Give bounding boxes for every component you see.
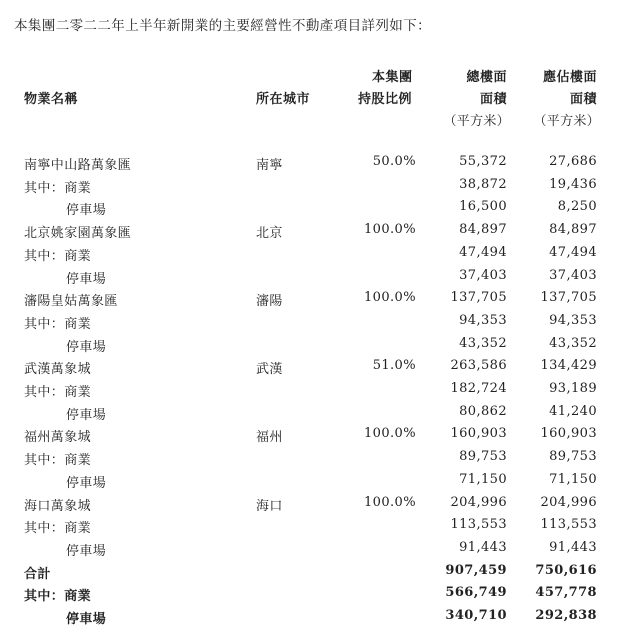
table-row: [0, 268, 628, 290]
total-gfa: 566,749: [445, 585, 507, 601]
total-gfa: 340,710: [445, 608, 507, 623]
total-gfa: 113,553: [450, 517, 507, 533]
total-gfa: 47,494: [459, 244, 507, 260]
attributable-gfa: 93,189: [549, 381, 597, 396]
intro-text: 本集團二零二二年上半年新開業的主要經營性不動產項目詳列如下：: [14, 18, 431, 34]
total-label: 停車場: [66, 612, 107, 627]
table-row: [0, 517, 628, 539]
table-row: [0, 381, 628, 403]
total-gfa: 137,705: [450, 290, 507, 306]
col-header-city: 所在城市: [256, 92, 311, 107]
total-gfa: 91,443: [459, 539, 507, 555]
attributable-gfa: 94,353: [549, 312, 597, 328]
property-name: 其中：商業: [24, 521, 92, 537]
property-name: 其中：商業: [24, 248, 92, 264]
col-header-att-unit: （平方米）: [533, 114, 600, 129]
attributable-gfa: 8,250: [557, 199, 597, 215]
col-header-att-line2: 面積: [569, 92, 597, 107]
table-row: [0, 199, 628, 221]
attributable-gfa: 457,778: [535, 585, 597, 601]
table-row: [0, 336, 628, 358]
table-row: [0, 290, 628, 312]
total-gfa: 204,996: [450, 494, 507, 510]
property-name: 其中：商業: [24, 316, 92, 332]
attributable-gfa: 37,403: [549, 267, 597, 283]
attributable-gfa: 113,553: [540, 517, 597, 533]
attributable-gfa: 19,436: [549, 176, 597, 192]
property-name: 北京姚家園萬象匯: [24, 226, 132, 242]
table-row: [0, 449, 628, 471]
holding-pct: 50.0%: [372, 154, 416, 169]
holding-pct: 51.0%: [372, 358, 416, 374]
property-name: 其中：商業: [24, 385, 92, 400]
attributable-gfa: 84,897: [549, 222, 597, 238]
attributable-gfa: 71,150: [549, 471, 597, 487]
table-row: [0, 404, 628, 426]
city: 瀋陽: [256, 294, 283, 310]
total-gfa: 80,862: [459, 403, 507, 419]
total-gfa: 160,903: [450, 426, 507, 442]
col-header-name: 物業名稱: [24, 92, 79, 107]
property-name: 福州萬象城: [24, 430, 92, 446]
total-label: 合計: [24, 566, 51, 582]
table-row: [0, 313, 628, 335]
city: 武漢: [256, 362, 283, 378]
city: 北京: [256, 226, 283, 242]
holding-pct: 100.0%: [364, 222, 416, 238]
property-name: 停車場: [66, 543, 107, 559]
attributable-gfa: 27,686: [549, 154, 597, 169]
property-name: 瀋陽皇姑萬象匯: [24, 294, 118, 310]
total-gfa: 16,500: [459, 199, 507, 215]
property-name: 停車場: [66, 203, 107, 219]
property-name: 其中：商業: [24, 453, 92, 469]
attributable-gfa: 160,903: [540, 426, 597, 442]
attributable-gfa: 204,996: [540, 494, 597, 510]
total-gfa: 182,724: [450, 381, 507, 396]
table-row: [0, 426, 628, 448]
attributable-gfa: 137,705: [540, 290, 597, 306]
table-row: [0, 540, 628, 562]
table-row: [0, 358, 628, 380]
total-gfa: 89,753: [459, 449, 507, 465]
attributable-gfa: 292,838: [535, 608, 597, 623]
holding-pct: 100.0%: [364, 494, 416, 510]
attributable-gfa: 47,494: [549, 244, 597, 260]
attributable-gfa: 750,616: [535, 562, 597, 578]
total-gfa: 37,403: [459, 267, 507, 283]
city: 南寧: [256, 158, 283, 173]
holding-pct: 100.0%: [364, 290, 416, 306]
col-header-pct-line1: 本集團: [372, 70, 413, 85]
total-row: [0, 563, 628, 585]
total-gfa: 84,897: [459, 222, 507, 238]
city: 福州: [256, 430, 283, 446]
total-gfa: 38,872: [459, 176, 507, 192]
total-gfa: 263,586: [450, 358, 507, 374]
col-header-gfa-line1: 總樓面: [466, 70, 507, 85]
table-row: [0, 245, 628, 267]
property-name: 南寧中山路萬象匯: [24, 158, 132, 173]
table-row: [0, 177, 628, 199]
property-name: 停車場: [66, 475, 107, 491]
property-name: 停車場: [66, 339, 107, 355]
total-label: 其中：商業: [24, 589, 92, 605]
attributable-gfa: 89,753: [549, 449, 597, 465]
col-header-att-line1: 應佔樓面: [542, 70, 597, 85]
col-header-gfa-unit: （平方米）: [443, 114, 510, 129]
table-row: [0, 472, 628, 494]
property-name: 海口萬象城: [24, 498, 92, 514]
property-name: 停車場: [66, 407, 107, 423]
table-row: [0, 222, 628, 244]
total-row: [0, 608, 628, 630]
property-name: 其中：商業: [24, 180, 92, 196]
attributable-gfa: 43,352: [549, 335, 597, 351]
attributable-gfa: 91,443: [549, 539, 597, 555]
total-gfa: 71,150: [459, 471, 507, 487]
table-row: [0, 154, 628, 176]
attributable-gfa: 41,240: [549, 403, 597, 419]
col-header-gfa-line2: 面積: [479, 92, 507, 107]
city: 海口: [256, 498, 283, 514]
col-header-pct-line2: 持股比例: [358, 92, 413, 107]
total-gfa: 43,352: [459, 335, 507, 351]
property-name: 停車場: [66, 271, 107, 287]
total-gfa: 55,372: [459, 154, 507, 169]
total-row: [0, 585, 628, 607]
total-gfa: 907,459: [445, 562, 507, 578]
total-gfa: 94,353: [459, 312, 507, 328]
property-name: 武漢萬象城: [24, 362, 92, 378]
table-row: [0, 495, 628, 517]
attributable-gfa: 134,429: [540, 358, 597, 374]
holding-pct: 100.0%: [364, 426, 416, 442]
